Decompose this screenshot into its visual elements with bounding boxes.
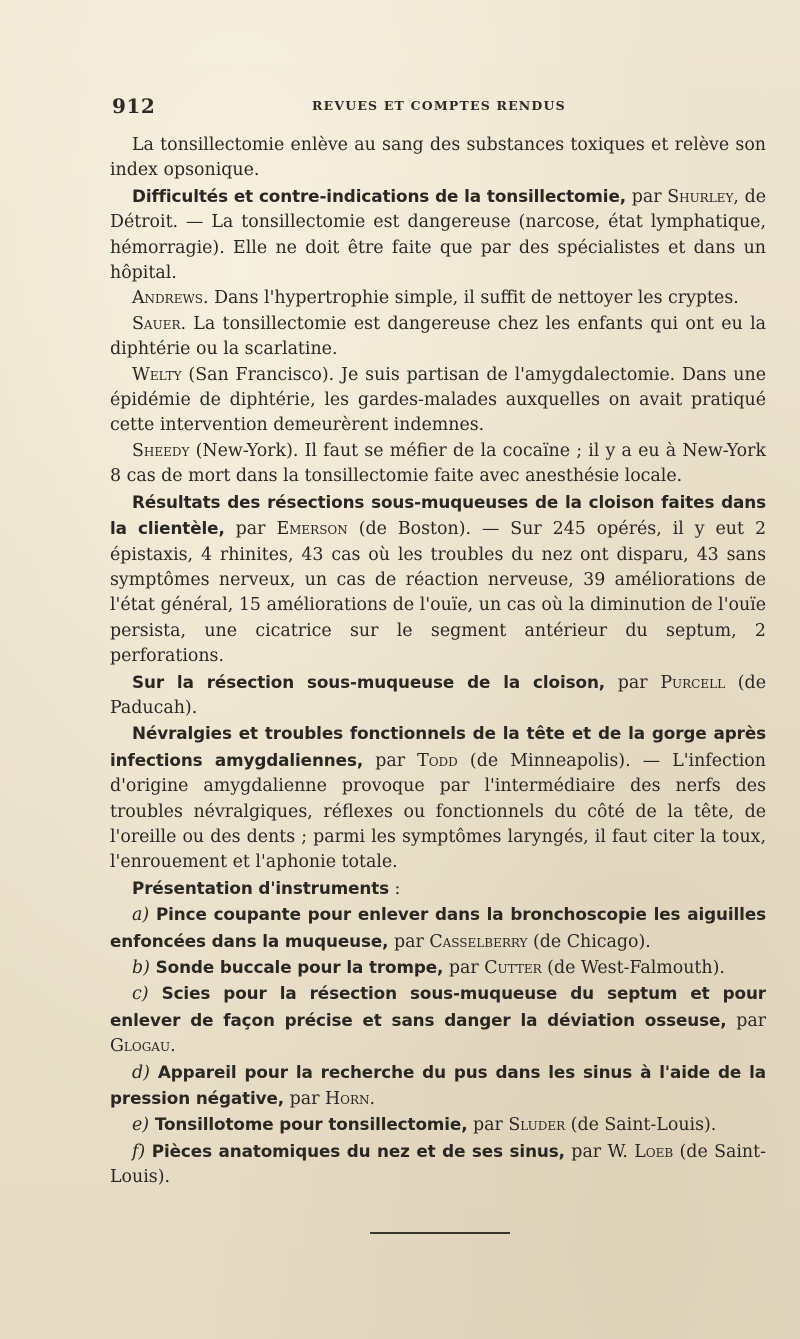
author-name: Todd bbox=[417, 750, 458, 771]
section-title: Présentation d'instruments bbox=[132, 877, 390, 898]
section-title: Pince coupante pour enlever dans la bronchoscopie les aiguilles enfoncées dans la muqueuse, bbox=[110, 904, 766, 951]
paragraph-text: . Dans l'hypertrophie simple, il suffit de nettoyer les cryptes. bbox=[203, 288, 739, 309]
paragraph-10 bbox=[110, 876, 766, 902]
by-text: par bbox=[564, 1141, 608, 1162]
author-name: Welty bbox=[132, 364, 182, 385]
paragraph-text: (de Minneapolis). — L'infection d'origine amygdalienne provoque par l'intermédiaire des nerfs des troubles névralgiques, réflexes ou fonctionnels du côté de la tête, de l'oreille ou des dents ; parmi les symptômes laryngés, il faut citer la toux, l'enrouement et l'aphonie totale. bbox=[110, 750, 766, 873]
item-marker: f) bbox=[132, 1141, 146, 1162]
item-marker: e) bbox=[132, 1115, 150, 1136]
by-text: par bbox=[443, 958, 485, 978]
paragraph-1 bbox=[110, 133, 766, 184]
author-name: Sheedy bbox=[132, 440, 190, 461]
paragraph-5 bbox=[110, 363, 766, 439]
by-text: par bbox=[467, 1115, 509, 1136]
paragraph-text: (de Paducah). bbox=[110, 672, 766, 718]
author-name: Purcell bbox=[660, 672, 726, 693]
paragraph-3 bbox=[110, 286, 766, 311]
instrument-item-f bbox=[110, 1139, 766, 1191]
paragraph-9 bbox=[110, 721, 766, 875]
section-title: Résultats des résections sous-muqueuses de la cloison faites dans la clientèle, bbox=[110, 491, 766, 539]
author-name: Emerson bbox=[276, 519, 348, 540]
paragraph-text: . bbox=[170, 1036, 176, 1057]
author-name: Sauer bbox=[132, 313, 181, 334]
paragraph-text: : bbox=[389, 878, 401, 899]
instrument-item-c bbox=[110, 981, 766, 1059]
author-name: Casselberry bbox=[429, 931, 528, 952]
section-title: Scies pour la résection sous-muqueuse du septum et pour enlever de façon précise et sans danger la déviation osseuse, bbox=[110, 983, 766, 1030]
section-title: Sonde buccale pour la trompe, bbox=[149, 957, 444, 977]
section-title: Tonsillotome pour tonsillectomie, bbox=[149, 1114, 468, 1135]
section-title: Appareil pour la recherche du pus dans les sinus à l'aide de la pression négative, bbox=[110, 1061, 766, 1109]
section-title: Névralgies et troubles fonctionnels de la tête et de la gorge après infections amygdaliennes, bbox=[110, 723, 766, 770]
running-head: REVUES ET COMPTES RENDUS bbox=[312, 98, 566, 113]
by-text: par bbox=[284, 1089, 325, 1110]
instrument-item-b bbox=[110, 955, 766, 981]
author-name: Shurley bbox=[667, 186, 734, 207]
section-title: Difficultés et contre-indications de la tonsillectomie, bbox=[132, 185, 627, 206]
item-marker: d) bbox=[132, 1062, 150, 1083]
author-name: Horn bbox=[324, 1089, 370, 1110]
by-text: par bbox=[605, 672, 661, 693]
by-text: par bbox=[363, 750, 418, 771]
paragraph-6 bbox=[110, 439, 766, 490]
instrument-item-e bbox=[110, 1112, 766, 1138]
paragraph-4 bbox=[110, 312, 766, 363]
paragraph-text: (New-York). Il faut se méfier de la cocaïne ; il y a eu à New-York 8 cas de mort dans la tonsillectomie faite avec anesthésie locale. bbox=[110, 440, 766, 487]
paragraph-7 bbox=[110, 490, 766, 670]
author-name: Andrews bbox=[132, 288, 204, 309]
paragraph-text: (de Boston). — Sur 245 opérés, il y eut 2 épistaxis, 4 rhinites, 43 cas où les troubles du nez ont disparu, 43 sans symptômes nerveux, un cas de réaction nerveuse, 39 améliorations de l'état général, 15 améliorations de l'ouïe, un cas où la diminution de l'ouïe persista, une cicatrice sur le segment antérieur du septum, 2 perforations. bbox=[110, 519, 767, 667]
author-name: Sluder bbox=[508, 1115, 566, 1136]
paragraph-text: (de Chicago). bbox=[527, 931, 651, 952]
instrument-item-a bbox=[110, 902, 766, 955]
author-name: Cutter bbox=[484, 958, 542, 978]
paragraph-text: . La tonsillectomie est dangereuse chez les enfants qui ont eu la diphtérie ou la scarlatine. bbox=[110, 313, 766, 360]
section-title: Pièces anatomiques du nez et de ses sinus, bbox=[145, 1140, 565, 1161]
item-marker: c) bbox=[132, 984, 149, 1005]
paragraph-8 bbox=[110, 670, 766, 722]
instrument-item-d bbox=[110, 1060, 766, 1113]
by-text: par bbox=[726, 1010, 767, 1031]
page-number: 912 bbox=[112, 94, 156, 118]
item-marker: b) bbox=[132, 958, 150, 978]
by-text: par bbox=[626, 186, 668, 207]
author-name: W. Loeb bbox=[607, 1141, 674, 1162]
paragraph-text: (de Saint-Louis). bbox=[110, 1141, 766, 1188]
by-text: par bbox=[388, 931, 430, 952]
paragraph-2 bbox=[110, 184, 766, 287]
paragraph-text: La tonsillectomie enlève au sang des substances toxiques et relève son index opsonique. bbox=[110, 135, 766, 181]
page-header bbox=[112, 94, 760, 118]
end-rule bbox=[370, 1232, 510, 1234]
by-text: par bbox=[224, 519, 277, 540]
section-title: Sur la résection sous-muqueuse de la cloison, bbox=[132, 671, 606, 692]
paragraph-text: (San Francisco). Je suis partisan de l'amygdalectomie. Dans une épidémie de diphtérie, les gardes-malades auxquelles on avait pratiqué cette intervention demeurèrent indemnes. bbox=[110, 364, 766, 436]
paragraph-text: , de Détroit. — La tonsillectomie est dangereuse (narcose, état lymphatique, hémorragie). Elle ne doit être faite que par des spécialistes et dans un hôpital. bbox=[110, 186, 766, 284]
article-body bbox=[110, 133, 766, 1191]
paragraph-text: . bbox=[369, 1089, 376, 1110]
paragraph-text: (de West-Falmouth). bbox=[541, 958, 725, 978]
paragraph-text: (de Saint-Louis). bbox=[565, 1115, 717, 1136]
item-marker: a) bbox=[132, 905, 150, 926]
author-name: Glogau bbox=[110, 1036, 171, 1057]
